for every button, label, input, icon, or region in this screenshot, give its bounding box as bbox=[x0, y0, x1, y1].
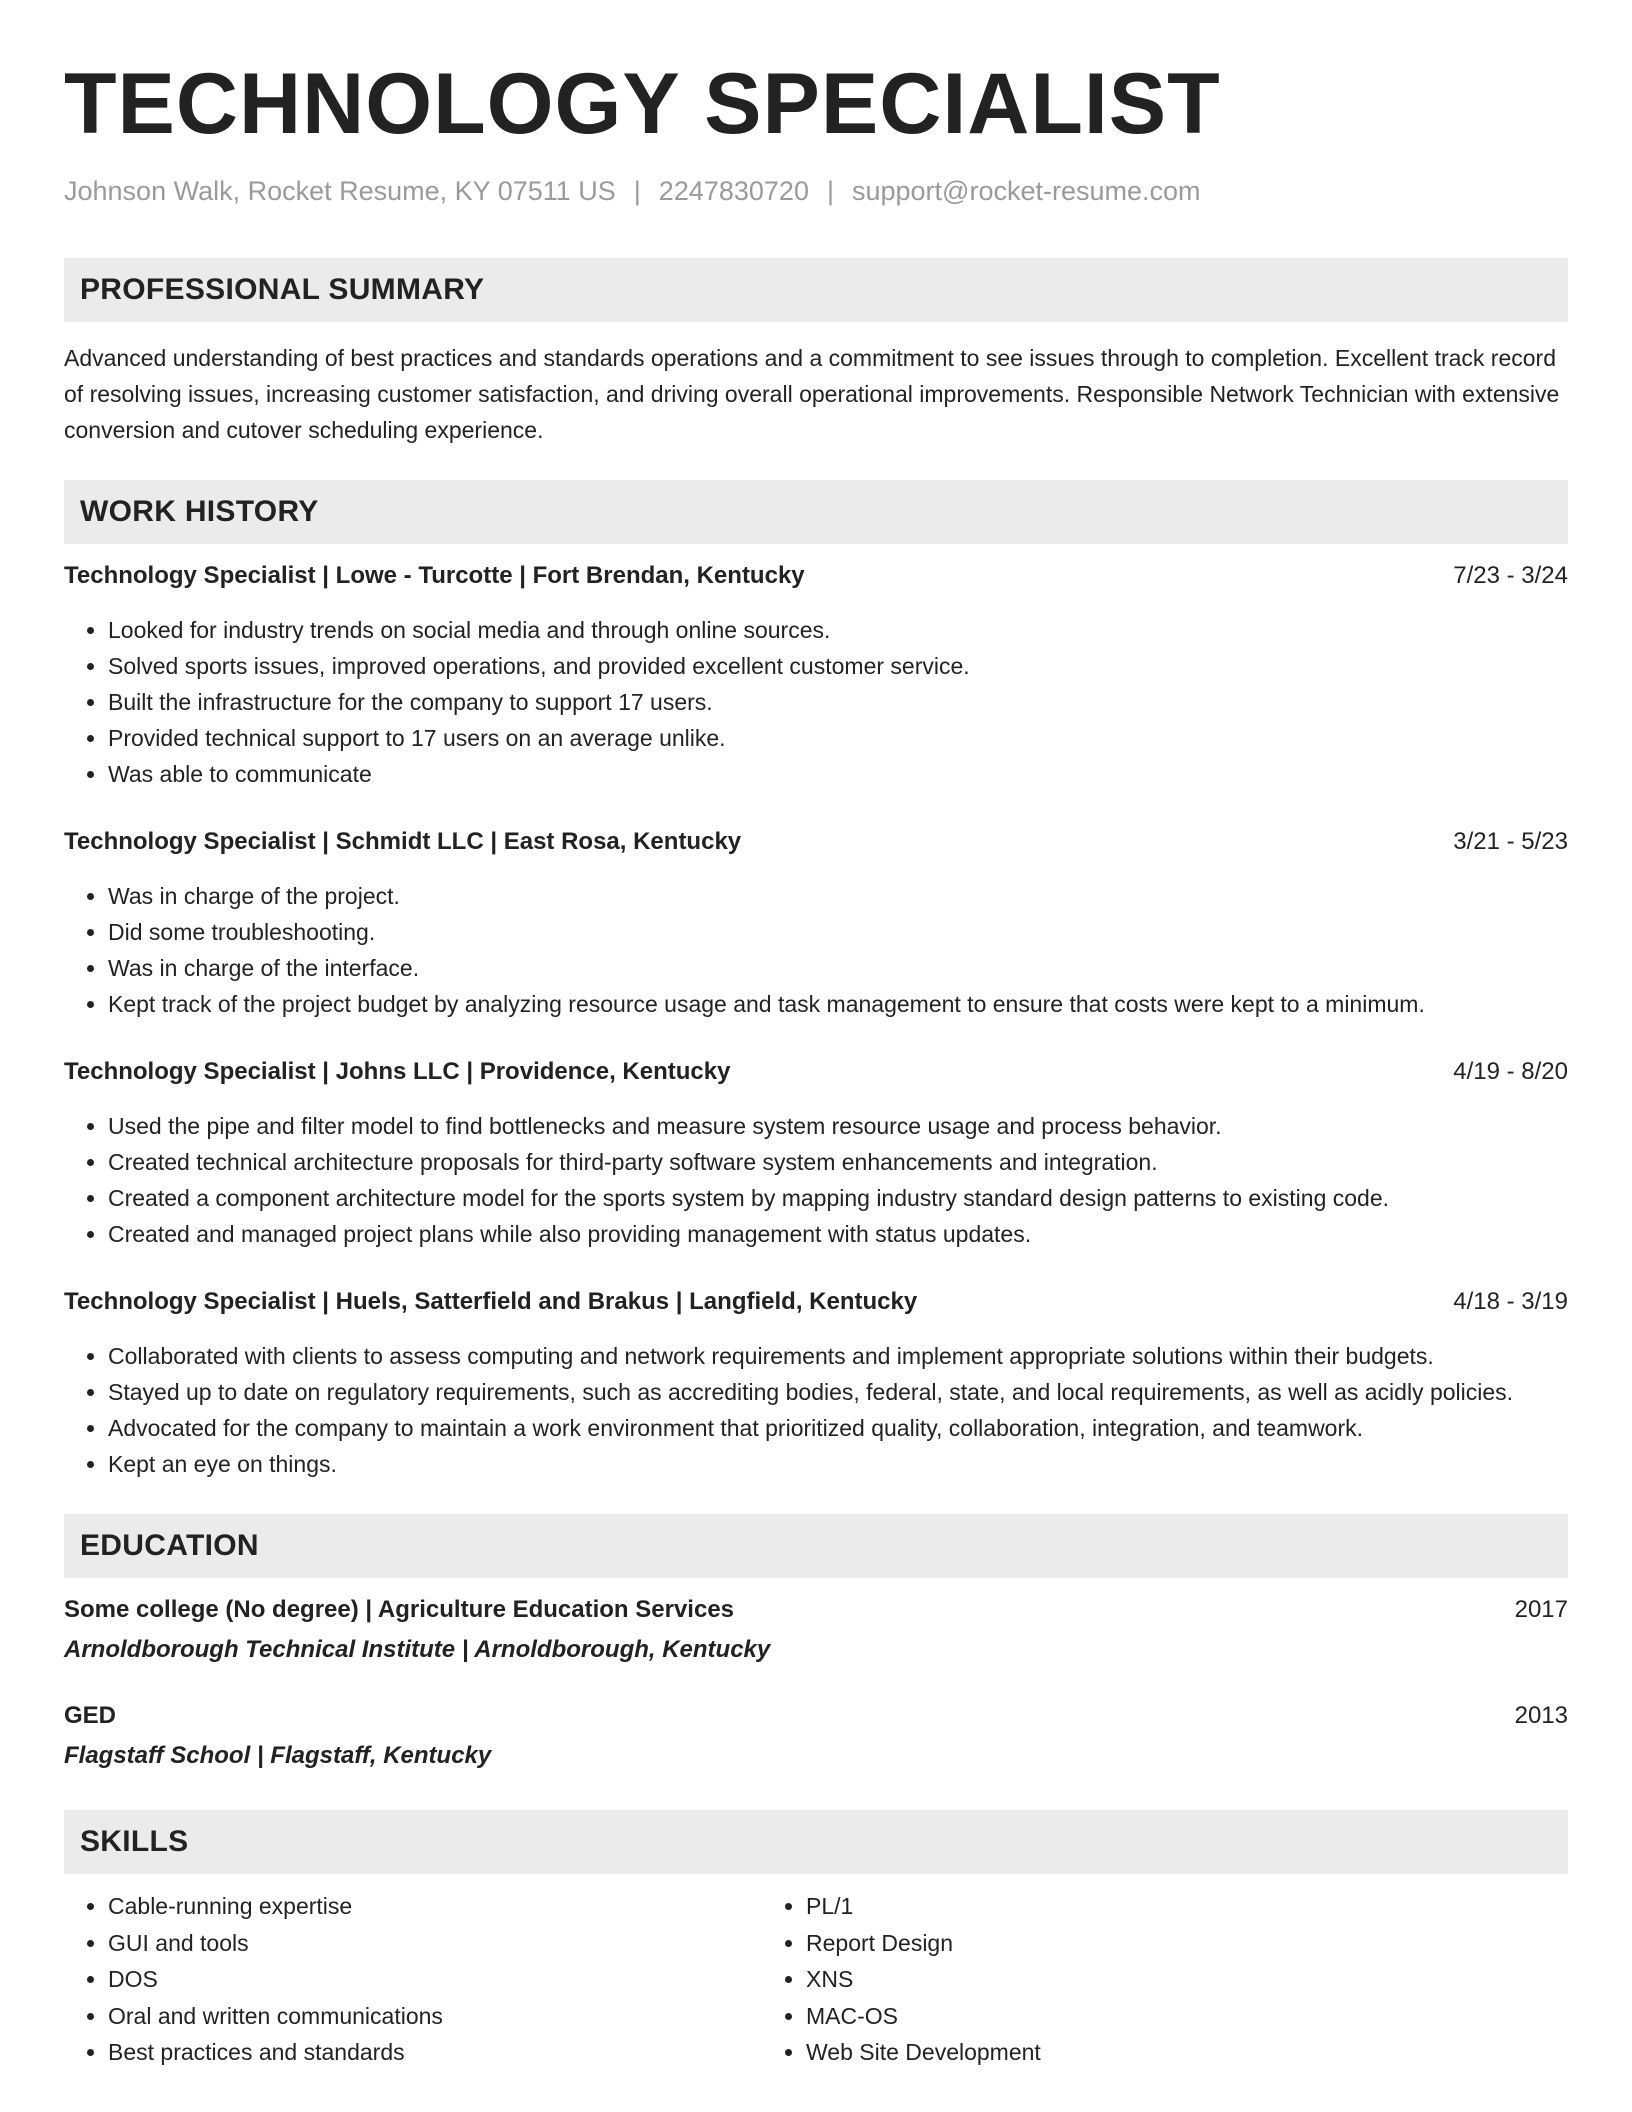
contact-separator: | bbox=[633, 176, 641, 206]
contact-phone: 2247830720 bbox=[658, 176, 809, 206]
education-entry bbox=[64, 1592, 1568, 1668]
section-heading-work-history: WORK HISTORY bbox=[64, 480, 1568, 544]
job-header bbox=[64, 824, 1568, 860]
job-entry bbox=[64, 558, 1568, 792]
job-bullet: • Used the pipe and filter model to find bottlenecks and measure system resource usage and process behavior. bbox=[108, 1108, 1568, 1144]
education-title: GED bbox=[64, 1702, 117, 1729]
job-dates: 3/21 - 5/23 bbox=[1453, 828, 1568, 855]
skill-item: • GUI and tools bbox=[108, 1925, 762, 1962]
skill-item: • Oral and written communications bbox=[108, 1998, 762, 2035]
job-dates: 4/18 - 3/19 bbox=[1453, 1288, 1568, 1315]
education-header bbox=[64, 1698, 1568, 1734]
job-title: Technology Specialist | Schmidt LLC | East Rosa, Kentucky bbox=[64, 828, 742, 855]
job-bullets bbox=[64, 1338, 1568, 1482]
skill-item: • PL/1 bbox=[806, 1888, 1462, 1925]
job-dates: 7/23 - 3/24 bbox=[1453, 562, 1568, 589]
job-bullet: • Was in charge of the project. bbox=[108, 878, 1568, 914]
job-title: Technology Specialist | Huels, Satterfield and Brakus | Langfield, Kentucky bbox=[64, 1288, 918, 1315]
skill-item: • XNS bbox=[806, 1961, 1462, 1998]
job-bullet: • Created technical architecture proposals for third-party software system enhancements and integration. bbox=[108, 1144, 1568, 1180]
job-header bbox=[64, 1054, 1568, 1090]
job-entry bbox=[64, 1054, 1568, 1252]
job-bullet: • Created a component architecture model for the sports system by mapping industry standard design patterns to existing code. bbox=[108, 1180, 1568, 1216]
job-bullet: • Solved sports issues, improved operations, and provided excellent customer service. bbox=[108, 648, 1568, 684]
skill-item: • MAC-OS bbox=[806, 1998, 1462, 2035]
skill-item: • Web Site Development bbox=[806, 2034, 1462, 2071]
education-year: 2013 bbox=[1514, 1702, 1568, 1729]
job-bullets bbox=[64, 612, 1568, 792]
education-year: 2017 bbox=[1514, 1596, 1568, 1623]
section-heading-summary: PROFESSIONAL SUMMARY bbox=[64, 258, 1568, 322]
job-bullet: • Was able to communicate bbox=[108, 756, 1568, 792]
job-bullet: • Advocated for the company to maintain a work environment that prioritized quality, collaboration, integration, and teamwork. bbox=[108, 1410, 1568, 1446]
section-heading-education: EDUCATION bbox=[64, 1514, 1568, 1578]
job-bullets bbox=[64, 878, 1568, 1022]
job-header bbox=[64, 1284, 1568, 1320]
job-bullet: • Kept an eye on things. bbox=[108, 1446, 1568, 1482]
job-dates: 4/19 - 8/20 bbox=[1453, 1058, 1568, 1085]
job-bullet: • Was in charge of the interface. bbox=[108, 950, 1568, 986]
job-bullet: • Kept track of the project budget by analyzing resource usage and task management to ensure that costs were kept to a minimum. bbox=[108, 986, 1568, 1022]
section-heading-skills: SKILLS bbox=[64, 1810, 1568, 1874]
skill-item: • Report Design bbox=[806, 1925, 1462, 1962]
summary-text: Advanced understanding of best practices and standards operations and a commitment to see issues through to completion. Excellent track record of resolving issues, increasing customer satisfaction, and driving overall operational improvements. Responsible Network Technician with extensive conversion and cutover scheduling experience. bbox=[64, 345, 1560, 443]
job-bullet: • Did some troubleshooting. bbox=[108, 914, 1568, 950]
job-title: Technology Specialist | Johns LLC | Providence, Kentucky bbox=[64, 1058, 731, 1085]
education-title: Some college (No degree) | Agriculture Education Services bbox=[64, 1596, 735, 1623]
skill-item: • DOS bbox=[108, 1961, 762, 1998]
education-entry bbox=[64, 1698, 1568, 1774]
skills-list-left bbox=[64, 1888, 762, 2071]
job-header bbox=[64, 558, 1568, 594]
job-bullets bbox=[64, 1108, 1568, 1252]
education-header bbox=[64, 1592, 1568, 1628]
job-entry bbox=[64, 1284, 1568, 1482]
job-bullet: • Stayed up to date on regulatory requirements, such as accrediting bodies, federal, state, and local requirements, as well as acidly policies. bbox=[108, 1374, 1568, 1410]
education-school: Flagstaff School | Flagstaff, Kentucky bbox=[64, 1742, 492, 1769]
contact-email: support@rocket-resume.com bbox=[851, 176, 1201, 206]
contact-separator: | bbox=[826, 176, 834, 206]
skill-item: • Cable-running expertise bbox=[108, 1888, 762, 1925]
job-bullet: • Provided technical support to 17 users on an average unlike. bbox=[108, 720, 1568, 756]
skills-columns bbox=[64, 1888, 1568, 2071]
contact-address: Johnson Walk, Rocket Resume, KY 07511 US bbox=[64, 176, 616, 206]
skill-item: • Best practices and standards bbox=[108, 2034, 762, 2071]
resume-name: TECHNOLOGY SPECIALIST bbox=[64, 56, 1221, 152]
job-title: Technology Specialist | Lowe - Turcotte | Fort Brendan, Kentucky bbox=[64, 562, 805, 589]
education-school: Arnoldborough Technical Institute | Arnoldborough, Kentucky bbox=[64, 1636, 771, 1663]
job-bullet: • Collaborated with clients to assess computing and network requirements and implement appropriate solutions within their budgets. bbox=[108, 1338, 1568, 1374]
job-bullet: • Built the infrastructure for the company to support 17 users. bbox=[108, 684, 1568, 720]
job-bullet: • Created and managed project plans while also providing management with status updates. bbox=[108, 1216, 1568, 1252]
contact-line bbox=[64, 174, 1568, 208]
skills-list-right bbox=[762, 1888, 1462, 2071]
job-entry bbox=[64, 824, 1568, 1022]
job-bullet: • Looked for industry trends on social media and through online sources. bbox=[108, 612, 1568, 648]
